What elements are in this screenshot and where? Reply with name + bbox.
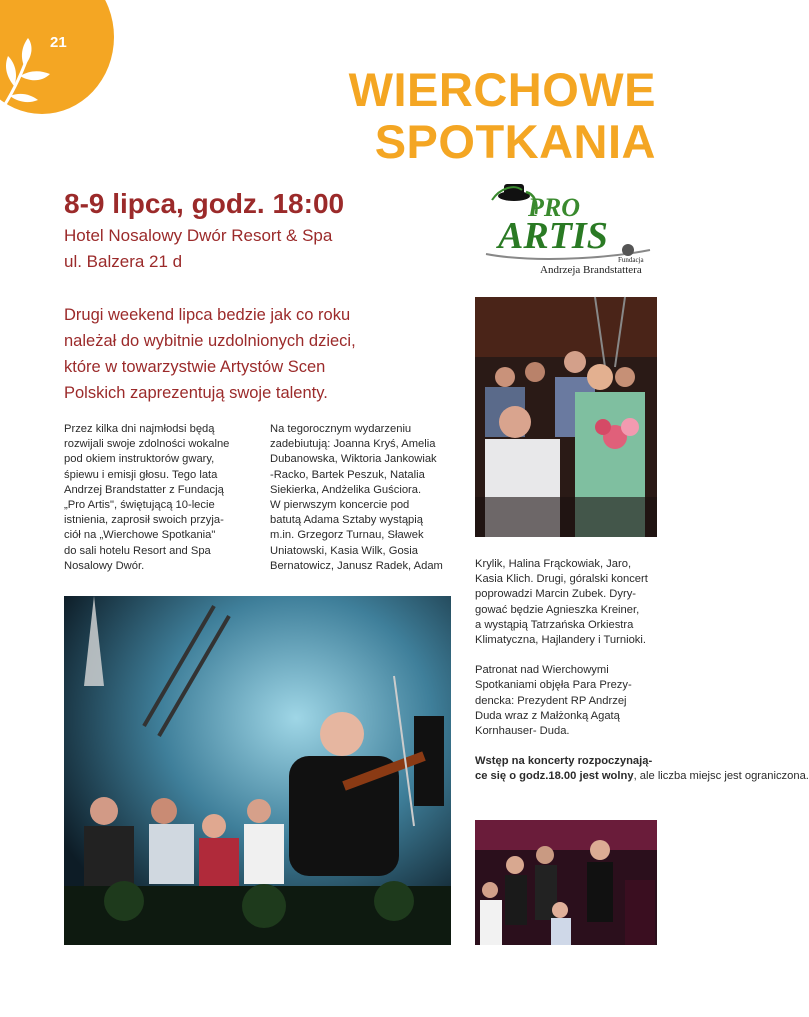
admission-bold-part: ce się o godz.18.00 jest wolny [475,770,634,783]
body-line: Duda wraz z Małżonką Agatą [475,709,620,722]
body-line: poprowadzi Marcin Zubek. Dyry- [475,588,637,601]
body-line: Na tegorocznym wydarzeniu [270,423,412,435]
body-line: -Racko, Bartek Peszuk, Natalia [270,468,425,481]
photo-violinist-on-stage [64,596,451,945]
photo-audience [475,297,657,537]
body-line: pod okiem instruktorów gwary, [64,453,215,466]
body-line: dencka: Prezydent RP Andrzej [475,694,627,707]
audience-photo-image [475,297,657,537]
body-line: śpiewu i emisji głosu. Tego lata [64,468,218,481]
body-line: „Pro Artis", świętującą 10-lecie [64,499,215,512]
event-venue: Hotel Nosalowy Dwór Resort & Spa [64,226,333,245]
lead-line: które w towarzystwie Artystów Scen [64,358,326,376]
paragraph-gap [475,648,809,663]
body-line: Andrzej Brandstatter z Fundacją [64,483,224,496]
body-line: W pierwszym koncercie pod [270,499,410,512]
body-line: Siekierka, Andżelika Guściora. [270,483,422,496]
body-line: gować będzie Agnieszka Kreiner, [475,603,640,616]
article-title-line1: WIERCHOWE [348,63,656,116]
event-date: 8-9 lipca, godz. 18:00 [64,188,345,219]
admission-rest: , ale liczba miejsc jest ograniczona. [633,770,809,783]
page-number: 21 [50,34,67,51]
body-line: Nosalowy Dwór. [64,559,145,572]
logo-foundation-name: Andrzeja Brandstattera [540,264,642,276]
violinist-photo-image [64,596,451,945]
photo-stage-performers [475,820,657,945]
body-line: do sali hotelu Resort and Spa [64,544,211,557]
body-line: Dubanowska, Wiktoria Jankowiak [270,453,437,466]
paragraph-gap [475,739,809,754]
lead-line: Polskich zaprezentują swoje talenty. [64,384,328,402]
body-line: Klimatyczna, Hajlandery i Turnioki. [475,634,646,647]
body-column-1 [64,422,229,574]
body-line: Bernatowicz, Janusz Radek, Adam [270,559,443,572]
lead-line: należał do wybitnie uzdolnionych dzieci, [64,332,356,350]
body-line: istnienia, zaprosił swoich przyja- [64,514,224,527]
body-line: Patronat nad Wierchowymi [475,664,609,677]
body-line: Kasia Klich. Drugi, góralski koncert [475,573,648,586]
lead-line: Drugi weekend lipca bedzie jak co roku [64,306,351,324]
body-line: Spotkaniami objęła Para Prezy- [475,679,632,692]
body-line: Krylik, Halina Frąckowiak, Jaro, [475,558,632,570]
lead-paragraph [64,302,444,406]
body-line: zadebiutują: Joanna Kryś, Amelia [270,438,436,451]
logo-fundacja-text: Fundacja [618,256,644,264]
body-line: ciół na „Wierchowe Spotkania" [64,529,216,542]
body-column-3 [475,557,809,785]
body-column-2 [270,422,443,574]
svg-text:PRO: PRO [528,193,580,222]
svg-text:ARTIS: ARTIS [498,215,608,257]
admission-bold-line: Wstęp na koncerty rozpoczynają- [475,755,653,768]
body-line: rozwijali swoje zdolności wokalne [64,438,230,451]
stage-photo-image [475,820,657,945]
body-line: a wystąpią Tatrzańska Orkiestra [475,618,634,631]
admission-line [475,769,809,784]
event-address: ul. Balzera 21 d [64,252,183,271]
body-line: Uniatowski, Kasia Wilk, Gosia [270,544,418,557]
article-title-line2: SPOTKANIA [374,115,656,168]
body-line: batutą Adama Sztaby wystąpią [270,514,423,527]
body-line: Przez kilka dni najmłodsi będą [64,423,215,435]
body-line: m.in. Grzegorz Turnau, Sławek [270,529,424,542]
body-line: Kornhauser- Duda. [475,725,570,738]
